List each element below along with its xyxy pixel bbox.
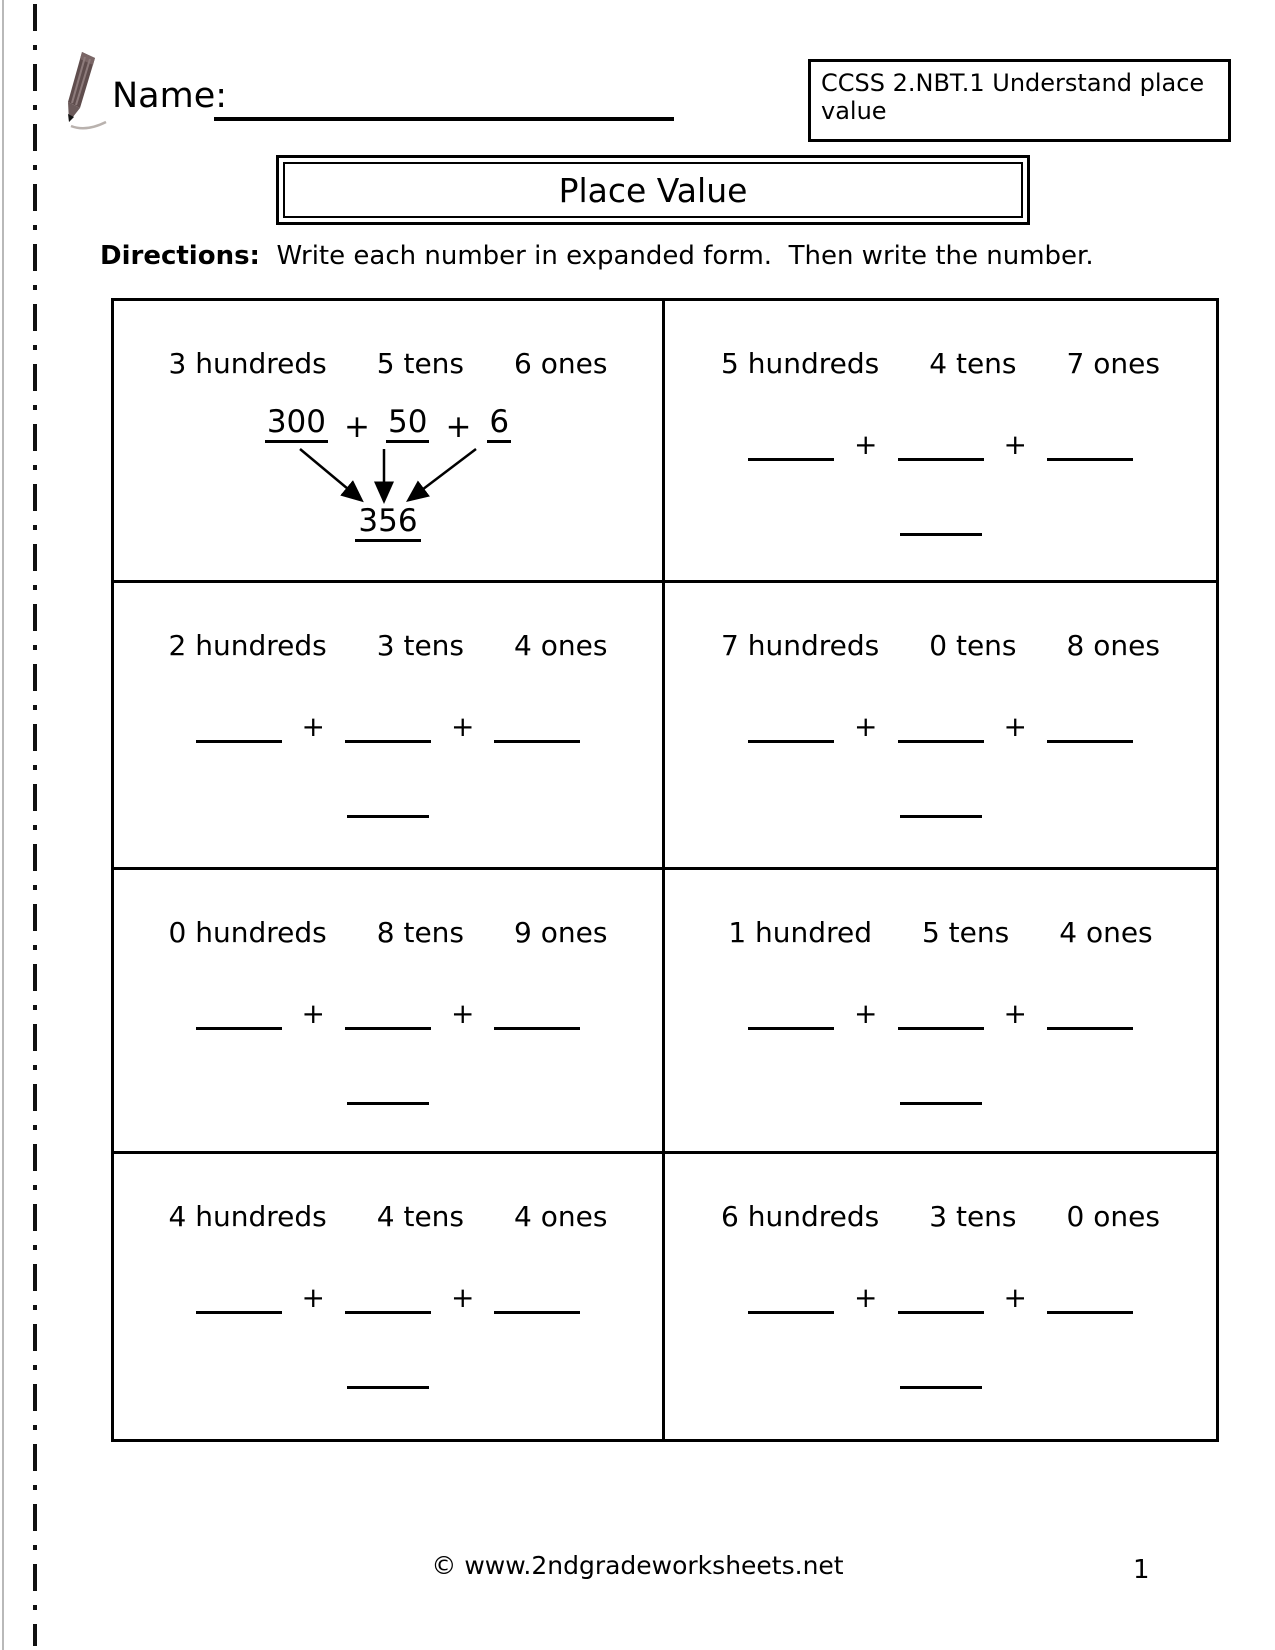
expanded-form-blanks — [748, 995, 1133, 1030]
plus-sign: + — [344, 409, 370, 445]
tens-blank — [345, 1279, 431, 1314]
footer-credit: © www.2ndgradeworksheets.net — [431, 1551, 844, 1580]
hundreds-label: 2 hundreds — [168, 629, 327, 662]
tens-label: 8 tens — [376, 916, 465, 949]
problem-header — [721, 347, 1160, 380]
plus-sign: + — [1003, 997, 1027, 1030]
name-write-line — [214, 117, 674, 121]
directions-label: Directions: — [100, 241, 260, 271]
plus-sign: + — [301, 997, 325, 1030]
title-box — [276, 155, 1030, 225]
hundreds-blank — [196, 995, 282, 1030]
hundreds-label: 3 hundreds — [168, 347, 327, 380]
answer-row — [347, 1072, 429, 1109]
tens-label: 0 tens — [929, 629, 1017, 662]
ones-blank — [1047, 708, 1133, 743]
problems-grid — [111, 298, 1219, 1442]
name-label: Name: — [112, 76, 228, 116]
expanded-form-blanks — [748, 708, 1133, 743]
number-answer-blank — [900, 1072, 982, 1105]
tens-blank — [898, 426, 984, 461]
number-answer-blank — [900, 503, 982, 536]
directions-text: Write each number in expanded form. Then write the number. — [259, 241, 1094, 271]
hundreds-blank — [748, 426, 834, 461]
answer-row — [900, 1356, 982, 1393]
dashed-cut-line — [33, 4, 37, 1646]
hundreds-label: 5 hundreds — [721, 347, 880, 380]
answer-row — [900, 1072, 982, 1109]
example-addend-tens: 50 — [386, 404, 429, 443]
ones-blank — [494, 995, 580, 1030]
ones-blank — [494, 708, 580, 743]
tens-label: 5 tens — [921, 916, 1010, 949]
problem-header — [169, 629, 608, 662]
tens-blank — [898, 995, 984, 1030]
plus-sign: + — [301, 710, 325, 743]
pencil-icon — [58, 46, 110, 134]
ones-label: 9 ones — [514, 916, 608, 949]
number-answer-blank — [347, 1356, 429, 1389]
problem-cell — [665, 301, 1216, 583]
page-title: Place Value — [283, 162, 1023, 218]
answer-row — [347, 785, 429, 822]
tens-blank — [345, 995, 431, 1030]
problem-cell — [665, 583, 1216, 870]
plus-sign: + — [1003, 1281, 1027, 1314]
answer-row — [347, 1356, 429, 1393]
ones-label: 4 ones — [514, 1200, 608, 1233]
example-result: 356 — [355, 503, 420, 542]
ones-label: 0 ones — [1066, 1200, 1160, 1233]
tens-label: 4 tens — [376, 1200, 465, 1233]
expanded-form-blanks — [748, 1279, 1133, 1314]
number-answer-blank — [347, 785, 429, 818]
example-addend-hundreds: 300 — [265, 404, 328, 443]
tens-label: 5 tens — [376, 347, 465, 380]
hundreds-label: 4 hundreds — [168, 1200, 327, 1233]
ones-label: 6 ones — [514, 347, 608, 380]
plus-sign: + — [854, 710, 878, 743]
ones-label: 8 ones — [1066, 629, 1160, 662]
plus-sign: + — [445, 409, 472, 445]
problem-header — [728, 916, 1152, 949]
problem-header — [721, 629, 1160, 662]
example-addend-ones: 6 — [487, 404, 511, 443]
hundreds-label: 7 hundreds — [721, 629, 880, 662]
ccss-standard-text: CCSS 2.NBT.1 Understand place value — [821, 69, 1205, 125]
ccss-standard-box — [808, 59, 1231, 142]
hundreds-label: 1 hundred — [728, 916, 872, 949]
plus-sign: + — [854, 1281, 878, 1314]
hundreds-blank — [196, 1279, 282, 1314]
plus-sign: + — [301, 1281, 325, 1314]
problem-header — [169, 916, 608, 949]
ones-label: 4 ones — [514, 629, 608, 662]
problem-cell — [114, 870, 665, 1154]
problem-cell — [665, 1154, 1216, 1439]
plus-sign: + — [451, 1281, 475, 1314]
expanded-form-blanks — [196, 995, 581, 1030]
problem-cell — [114, 583, 665, 870]
hundreds-label: 6 hundreds — [721, 1200, 880, 1233]
page-edge-line — [2, 0, 4, 1650]
problem-cell — [665, 870, 1216, 1154]
ones-label: 4 ones — [1059, 916, 1153, 949]
hundreds-blank — [196, 708, 282, 743]
answer-row — [900, 503, 982, 540]
tens-blank — [345, 708, 431, 743]
example-expanded-form — [265, 404, 511, 443]
page-number: 1 — [1133, 1555, 1150, 1585]
hundreds-label: 0 hundreds — [168, 916, 327, 949]
plus-sign: + — [1003, 710, 1027, 743]
hundreds-blank — [748, 995, 834, 1030]
arrows-to-result-icon — [268, 445, 508, 511]
plus-sign: + — [854, 428, 878, 461]
ones-blank — [494, 1279, 580, 1314]
tens-label: 4 tens — [929, 347, 1017, 380]
plus-sign: + — [1003, 428, 1027, 461]
tens-label: 3 tens — [376, 629, 465, 662]
problem-header — [169, 1200, 608, 1233]
ones-blank — [1047, 995, 1133, 1030]
plus-sign: + — [854, 997, 878, 1030]
expanded-form-blanks — [196, 1279, 581, 1314]
directions — [100, 241, 1094, 271]
problem-cell — [114, 1154, 665, 1439]
ones-blank — [1047, 426, 1133, 461]
plus-sign: + — [451, 710, 475, 743]
tens-label: 3 tens — [929, 1200, 1017, 1233]
expanded-form-blanks — [748, 426, 1133, 461]
expanded-form-blanks — [196, 708, 581, 743]
example-cell — [114, 301, 665, 583]
answer-row — [900, 785, 982, 822]
problem-header — [721, 1200, 1160, 1233]
hundreds-blank — [748, 1279, 834, 1314]
example-header — [169, 347, 608, 380]
ones-label: 7 ones — [1066, 347, 1160, 380]
tens-blank — [898, 708, 984, 743]
ones-blank — [1047, 1279, 1133, 1314]
plus-sign: + — [451, 997, 475, 1030]
hundreds-blank — [748, 708, 834, 743]
tens-blank — [898, 1279, 984, 1314]
number-answer-blank — [347, 1072, 429, 1105]
number-answer-blank — [900, 785, 982, 818]
number-answer-blank — [900, 1356, 982, 1389]
